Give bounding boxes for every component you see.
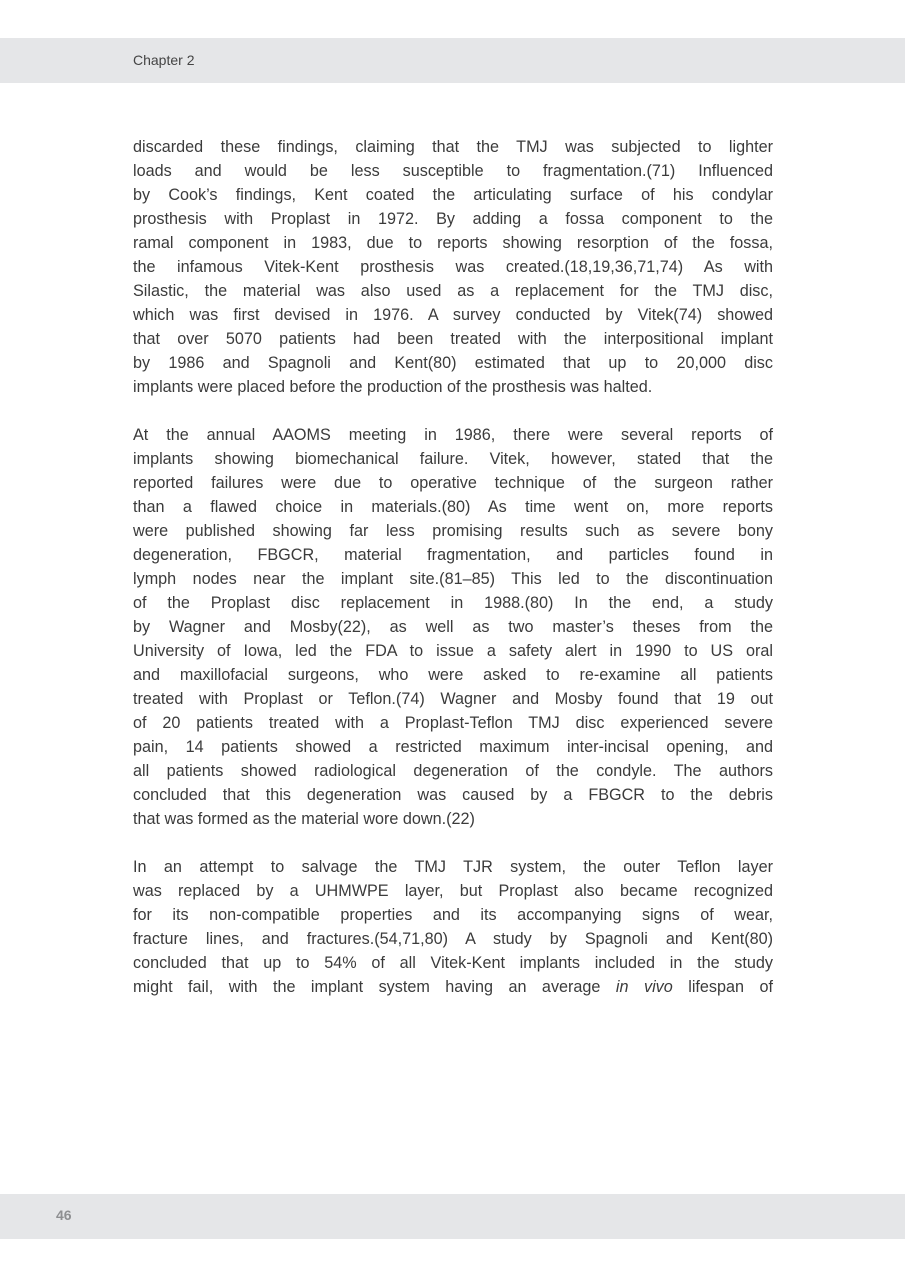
page-number: 46 [56, 1207, 72, 1223]
text-line: of 20 patients treated with a Proplast-Teflon TMJ disc experienced severe [133, 714, 773, 732]
text-line: concluded that this degeneration was caused by a FBGCR to the debris [133, 786, 773, 804]
text-line: In an attempt to salvage the TMJ TJR system, the outer Teflon layer [133, 858, 773, 876]
text-line: implants showing biomechanical failure. Vitek, however, stated that the [133, 450, 773, 468]
text-span: might fail, with the implant system having an average [133, 978, 616, 996]
text-line: concluded that up to 54% of all Vitek-Kent implants included in the study [133, 954, 773, 972]
text-line: loads and would be less susceptible to fragmentation.(71) Influenced [133, 162, 773, 180]
text-line: treated with Proplast or Teflon.(74) Wagner and Mosby found that 19 out [133, 690, 773, 708]
text-line: by Cook’s findings, Kent coated the articulating surface of his condylar [133, 186, 773, 204]
text-line: reported failures were due to operative technique of the surgeon rather [133, 474, 773, 492]
text-line: implants were placed before the production of the prosthesis was halted. [133, 378, 653, 396]
paragraph [133, 855, 773, 999]
text-line: Silastic, the material was also used as a replacement for the TMJ disc, [133, 282, 773, 300]
text-line: all patients showed radiological degeneration of the condyle. The authors [133, 762, 773, 780]
chapter-title: Chapter 2 [133, 52, 195, 68]
text-line: At the annual AAOMS meeting in 1986, there were several reports of [133, 426, 773, 444]
text-line: discarded these findings, claiming that the TMJ was subjected to lighter [133, 138, 773, 156]
text-line: by Wagner and Mosby(22), as well as two master’s theses from the [133, 618, 773, 636]
italic-term: in vivo [615, 978, 673, 996]
paragraph [133, 135, 773, 399]
text-line: by 1986 and Spagnoli and Kent(80) estimated that up to 20,000 disc [133, 354, 773, 372]
paragraph [133, 423, 773, 831]
text-span: lifespan of [672, 978, 773, 996]
text-line: lymph nodes near the implant site.(81–85) This led to the discontinuation [133, 570, 773, 588]
text-line: ramal component in 1983, due to reports showing resorption of the fossa, [133, 234, 773, 252]
text-line: which was first devised in 1976. A survey conducted by Vitek(74) showed [133, 306, 773, 324]
text-line: pain, 14 patients showed a restricted maximum inter-incisal opening, and [133, 738, 773, 756]
text-line: that was formed as the material wore down.(22) [133, 810, 475, 828]
body-text [133, 135, 773, 1023]
text-line: were published showing far less promising results such as severe bony [133, 522, 773, 540]
text-line: degeneration, FBGCR, material fragmentation, and particles found in [133, 546, 773, 564]
text-line: the infamous Vitek-Kent prosthesis was created.(18,19,36,71,74) As with [133, 258, 773, 276]
text-line: University of Iowa, led the FDA to issue a safety alert in 1990 to US oral [133, 642, 773, 660]
text-line: was replaced by a UHMWPE layer, but Proplast also became recognized [133, 882, 773, 900]
text-line: fracture lines, and fractures.(54,71,80) A study by Spagnoli and Kent(80) [133, 930, 773, 948]
page-footer [0, 1194, 905, 1239]
text-line: and maxillofacial surgeons, who were asked to re-examine all patients [133, 666, 773, 684]
running-header [0, 38, 905, 83]
text-line: of the Proplast disc replacement in 1988.(80) In the end, a study [133, 594, 773, 612]
text-line: that over 5070 patients had been treated with the interpositional implant [133, 330, 773, 348]
text-line: than a flawed choice in materials.(80) As time went on, more reports [133, 498, 773, 516]
text-line [133, 975, 773, 999]
text-line: for its non-compatible properties and its accompanying signs of wear, [133, 906, 773, 924]
text-line: prosthesis with Proplast in 1972. By adding a fossa component to the [133, 210, 773, 228]
